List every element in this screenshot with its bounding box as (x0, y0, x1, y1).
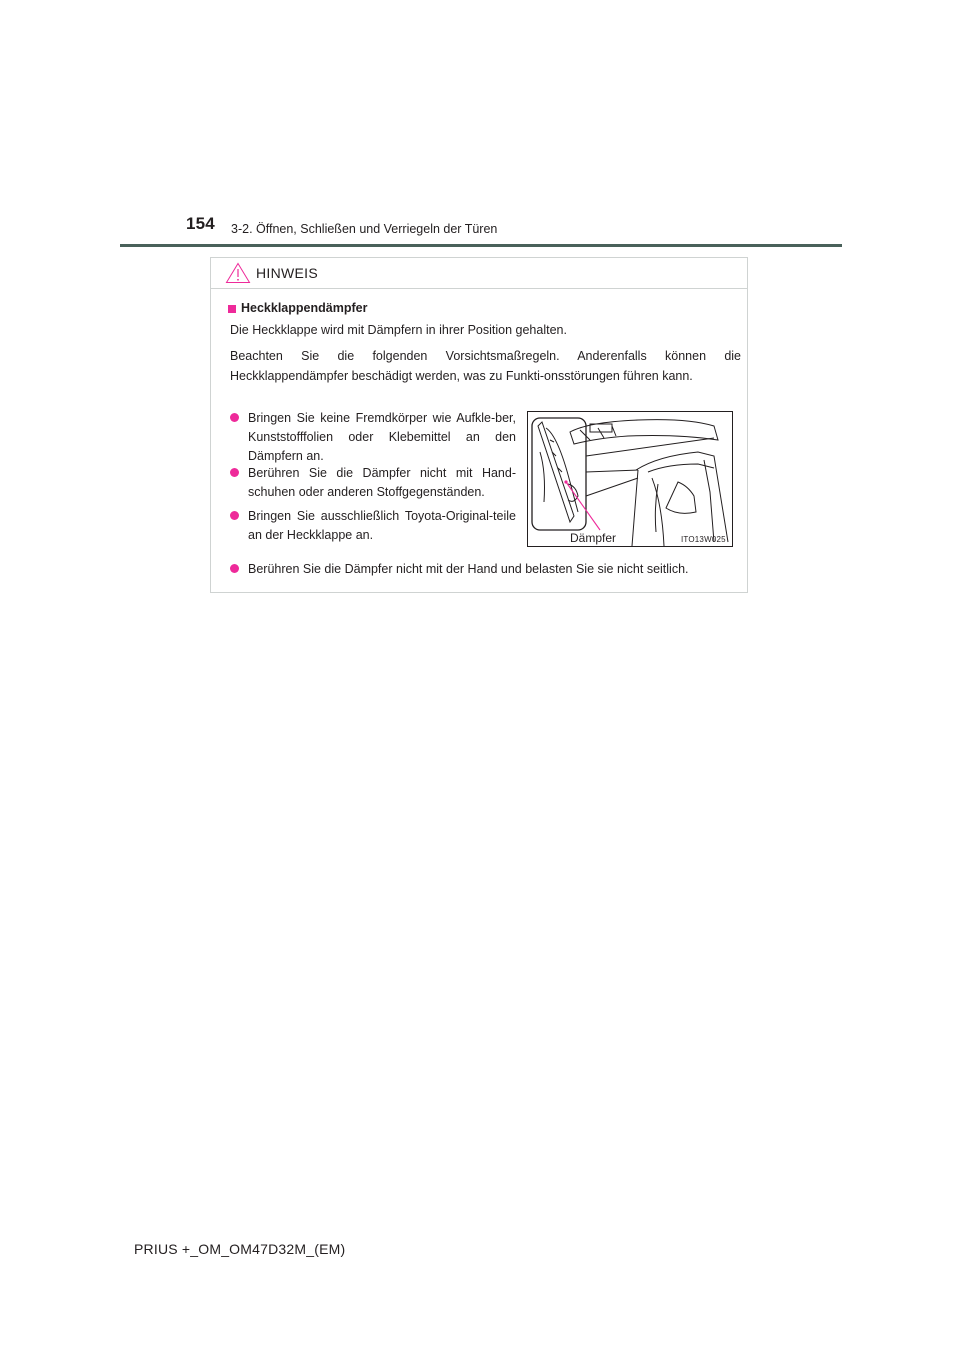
bullet-dot-icon (230, 468, 239, 477)
notice-subheading: Heckklappendämpfer (241, 301, 368, 315)
figure-label-damper: Dämpfer (570, 531, 617, 545)
page-number: 154 (186, 214, 215, 233)
section-title: 3-2. Öffnen, Schließen und Verriegeln der Türen (231, 222, 498, 236)
notice-box (210, 257, 748, 593)
list-item (230, 560, 741, 579)
footer-doc-code: PRIUS +_OM_OM47D32M_(EM) (134, 1241, 346, 1257)
bullet-dot-icon (230, 413, 239, 422)
tailgate-damper-figure (527, 411, 733, 547)
warning-triangle-icon (225, 262, 251, 284)
notice-header (211, 258, 747, 289)
tailgate-illustration (528, 412, 732, 546)
paragraph-intro: Die Heckklappe wird mit Dämpfern in ihrer Position gehalten. (230, 323, 567, 337)
notice-title: HINWEIS (256, 265, 318, 281)
figure-code: ITO13W025 (681, 535, 726, 544)
bullet-dot-icon (230, 511, 239, 520)
square-bullet-icon (228, 305, 236, 313)
list-item-text: Berühren Sie die Dämpfer nicht mit Hand-schuhen oder anderen Stoffgegenständen. (248, 466, 516, 499)
list-item (230, 464, 516, 502)
list-item-text: Berühren Sie die Dämpfer nicht mit der Hand und belasten Sie sie nicht seitlich. (248, 562, 689, 576)
list-item-text: Bringen Sie ausschließlich Toyota-Original-teile an der Heckklappe an. (248, 509, 516, 542)
header-rule (120, 244, 842, 247)
paragraph-precautions: Beachten Sie die folgenden Vorsichtsmaßregeln. Anderenfalls können die Heckklappendämpfer beschädigt werden, was zu Funkti-onsstörungen führen kann. (230, 349, 741, 383)
list-item-text: Bringen Sie keine Fremdkörper wie Aufkle-ber, Kunststofffolien oder Klebemittel an den Dämpfern an. (248, 411, 516, 463)
list-item (230, 507, 516, 545)
list-item (230, 409, 516, 466)
bullet-dot-icon (230, 564, 239, 573)
